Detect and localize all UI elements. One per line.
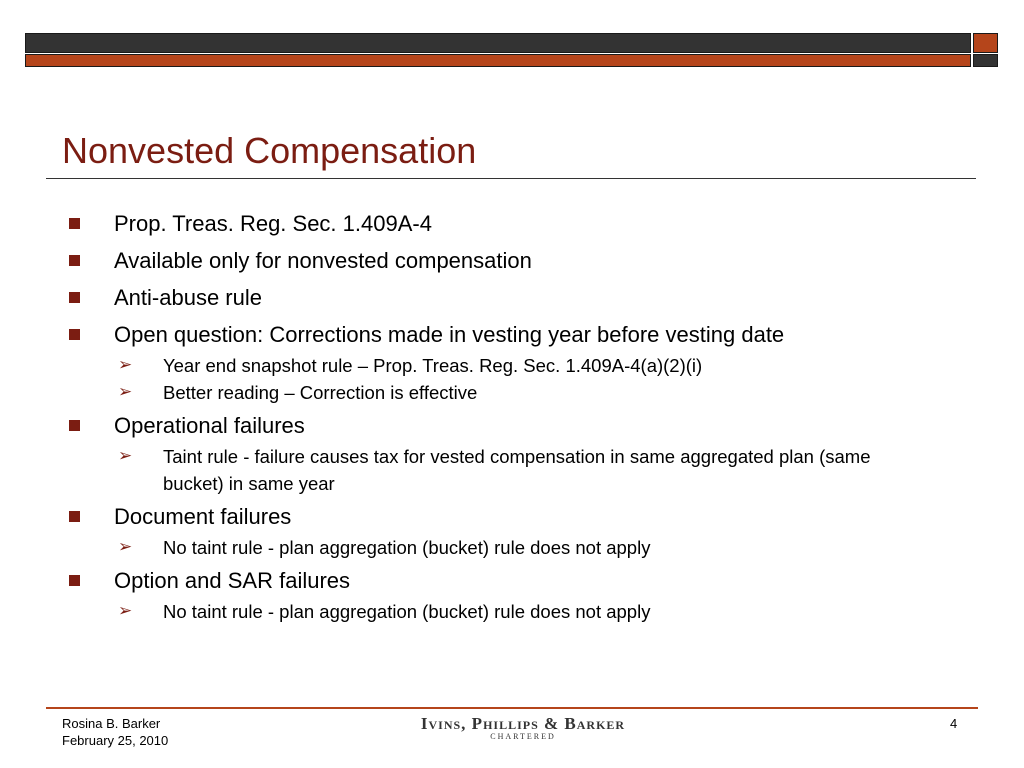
header-square-accent <box>973 33 998 53</box>
arrow-bullet-icon: ➢ <box>118 537 133 557</box>
footer-date: February 25, 2010 <box>62 733 169 748</box>
square-bullet-icon <box>69 420 80 431</box>
sub-bullet-text: Taint rule - failure causes tax for vested compensation in same aggregated plan (same bucket) in same year <box>163 446 871 494</box>
sub-bullet-item <box>62 443 923 497</box>
bullet-item <box>62 284 962 311</box>
footer-author: Rosina B. Barker <box>62 716 161 731</box>
sub-bullet-item <box>62 352 962 379</box>
square-bullet-icon <box>69 575 80 586</box>
footer-info <box>62 715 168 749</box>
square-bullet-icon <box>69 511 80 522</box>
bullet-text: Prop. Treas. Reg. Sec. 1.409A-4 <box>114 211 432 236</box>
sub-bullet-text: No taint rule - plan aggregation (bucket) rule does not apply <box>163 601 651 622</box>
logo-name: Ivins, Phillips & Barker <box>420 714 626 733</box>
arrow-bullet-icon: ➢ <box>118 355 133 375</box>
bullet-item <box>62 412 962 439</box>
slide-title: Nonvested Compensation <box>62 130 477 171</box>
square-bullet-icon <box>69 292 80 303</box>
logo-subtitle: CHARTERED <box>490 732 556 741</box>
title-divider <box>46 178 976 179</box>
bullet-text: Option and SAR failures <box>114 568 351 593</box>
sub-bullet-text: No taint rule - plan aggregation (bucket) rule does not apply <box>163 537 651 558</box>
bullet-text: Open question: Corrections made in vesting year before vesting date <box>114 322 785 347</box>
bullet-item <box>62 247 962 274</box>
square-bullet-icon <box>69 218 80 229</box>
arrow-bullet-icon: ➢ <box>118 382 133 402</box>
square-bullet-icon <box>69 329 80 340</box>
header-bar-dark <box>25 33 971 53</box>
page-number: 4 <box>950 716 958 731</box>
header-square-dark <box>973 54 998 67</box>
arrow-bullet-icon: ➢ <box>118 446 133 466</box>
header-bar-accent <box>25 54 971 67</box>
bullet-item <box>62 503 962 530</box>
footer-divider <box>46 707 978 709</box>
bullet-text: Document failures <box>114 504 292 529</box>
bullet-item <box>62 567 962 594</box>
sub-bullet-item <box>62 379 962 406</box>
sub-bullet-text: Year end snapshot rule – Prop. Treas. Reg. Sec. 1.409A-4(a)(2)(i) <box>163 355 703 376</box>
bullet-item <box>62 321 962 348</box>
bullet-item <box>62 210 962 237</box>
sub-bullet-text: Better reading – Correction is effective <box>163 382 478 403</box>
square-bullet-icon <box>69 255 80 266</box>
bullet-text: Anti-abuse rule <box>114 285 262 310</box>
bullet-text: Available only for nonvested compensation <box>114 248 532 273</box>
header-decoration <box>25 33 998 67</box>
arrow-bullet-icon: ➢ <box>118 601 133 621</box>
firm-logo <box>383 714 663 741</box>
bullet-list <box>62 210 962 631</box>
sub-bullet-item <box>62 534 962 561</box>
bullet-text: Operational failures <box>114 413 305 438</box>
sub-bullet-item <box>62 598 962 625</box>
